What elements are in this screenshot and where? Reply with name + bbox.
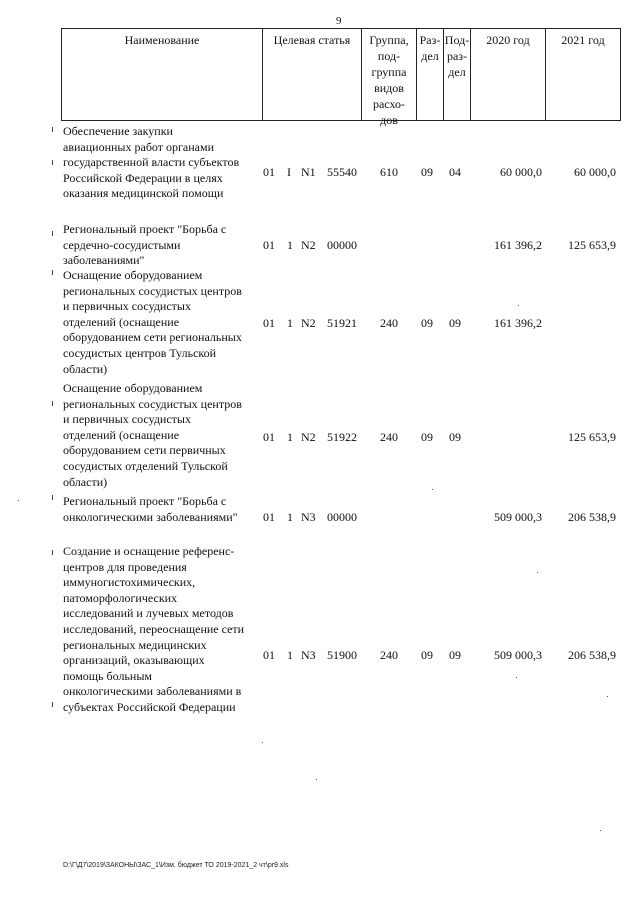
header-subsection: Под- раз- дел xyxy=(444,33,470,79)
header-2020: 2020 год xyxy=(486,33,530,47)
section-code: 09 xyxy=(421,165,433,179)
scan-speck xyxy=(516,677,517,678)
target-code: N2 xyxy=(301,238,316,252)
target-code: N1 xyxy=(301,165,316,179)
section-code: 09 xyxy=(421,648,433,662)
value-2021: 60 000,0 xyxy=(574,165,616,179)
scan-speck xyxy=(518,305,519,306)
scan-mark xyxy=(52,270,53,275)
target-code: 1 xyxy=(287,316,293,330)
subsection-code: 09 xyxy=(449,430,461,444)
target-code: N2 xyxy=(301,316,316,330)
section-code: 09 xyxy=(421,316,433,330)
row-name: Обеспечение закупки авиационных работ органами государственной власти субъектов Российской Федерации в целях оказания медицинской помощи xyxy=(63,124,240,201)
value-2021: 206 538,9 xyxy=(568,648,616,662)
group-code: 240 xyxy=(380,648,398,662)
row-name: Оснащение оборудованием региональных сосудистых центров и первичных сосудистых отделений (оснащение оборудованием сети региональных сосудистых центров Тульской области) xyxy=(63,268,242,376)
target-code: 00000 xyxy=(327,238,357,252)
target-code: 1 xyxy=(287,430,293,444)
scan-mark xyxy=(52,127,53,132)
scan-mark xyxy=(52,495,53,500)
target-code: 01 xyxy=(263,316,275,330)
target-code: N3 xyxy=(301,510,316,524)
target-code: 55540 xyxy=(327,165,357,179)
target-code: 01 xyxy=(263,165,275,179)
target-code: 1 xyxy=(287,510,293,524)
scan-speck xyxy=(262,742,263,743)
value-2021: 206 538,9 xyxy=(568,510,616,524)
target-code: N2 xyxy=(301,430,316,444)
scan-speck xyxy=(537,572,538,573)
target-code: 1 xyxy=(287,238,293,252)
scan-speck xyxy=(18,500,19,501)
target-code: 00000 xyxy=(327,510,357,524)
target-code: 51922 xyxy=(327,430,357,444)
header-section: Раз- дел xyxy=(419,33,441,63)
target-code: 01 xyxy=(263,648,275,662)
target-code: 1 xyxy=(287,648,293,662)
target-code: I xyxy=(287,165,291,179)
value-2020: 161 396,2 xyxy=(494,316,542,330)
target-code: 01 xyxy=(263,510,275,524)
header-group: Группа, под- группа видов расхо- дов xyxy=(369,33,409,127)
header-target: Целевая статья xyxy=(273,33,351,47)
target-code: N3 xyxy=(301,648,316,662)
scan-mark xyxy=(52,160,53,165)
row-name: Создание и оснащение референс- центров для проведения иммуногистохимических, патоморфологических исследований и лучевых методов исследований, переоснащение сети региональных медицинских организаций, оказывающих помощь больным онкологическими заболеваниями в субъектах Российской Федерации xyxy=(63,544,245,714)
row-name: Региональный проект "Борьба с онкологическими заболеваниями" xyxy=(63,494,238,524)
file-path-footer: D:\Г\Д7\2019\ЗАКОНЫ\ЗАС_1\Изм. бюджет ТО 2019-2021_2 чт\pr9.xls xyxy=(63,862,289,869)
scan-speck xyxy=(316,779,317,780)
header-name: Наименование xyxy=(124,33,200,47)
scan-mark xyxy=(52,231,53,236)
value-2020: 509 000,3 xyxy=(494,648,542,662)
subsection-code: 09 xyxy=(449,648,461,662)
value-2021: 125 653,9 xyxy=(568,238,616,252)
target-code: 01 xyxy=(263,238,275,252)
value-2020: 509 000,3 xyxy=(494,510,542,524)
scan-speck xyxy=(600,830,601,831)
scan-mark xyxy=(52,550,53,555)
target-code: 01 xyxy=(263,430,275,444)
target-code: 51921 xyxy=(327,316,357,330)
scan-mark xyxy=(52,401,53,406)
row-name: Оснащение оборудованием региональных сосудистых центров и первичных сосудистых отделений (оснащение оборудованием сети первичных сосудистых отделений Тульской области) xyxy=(63,381,242,489)
row-name: Региональный проект "Борьба с сердечно-сосудистыми заболеваниями" xyxy=(63,222,227,268)
subsection-code: 09 xyxy=(449,316,461,330)
scan-speck xyxy=(432,489,433,490)
scan-speck xyxy=(607,696,608,697)
section-code: 09 xyxy=(421,430,433,444)
scan-mark xyxy=(52,702,53,707)
target-code: 51900 xyxy=(327,648,357,662)
group-code: 240 xyxy=(380,430,398,444)
value-2021: 125 653,9 xyxy=(568,430,616,444)
page-number: 9 xyxy=(336,15,342,27)
subsection-code: 04 xyxy=(449,165,461,179)
value-2020: 161 396,2 xyxy=(494,238,542,252)
group-code: 610 xyxy=(380,165,398,179)
header-2021: 2021 год xyxy=(561,33,605,47)
group-code: 240 xyxy=(380,316,398,330)
value-2020: 60 000,0 xyxy=(500,165,542,179)
